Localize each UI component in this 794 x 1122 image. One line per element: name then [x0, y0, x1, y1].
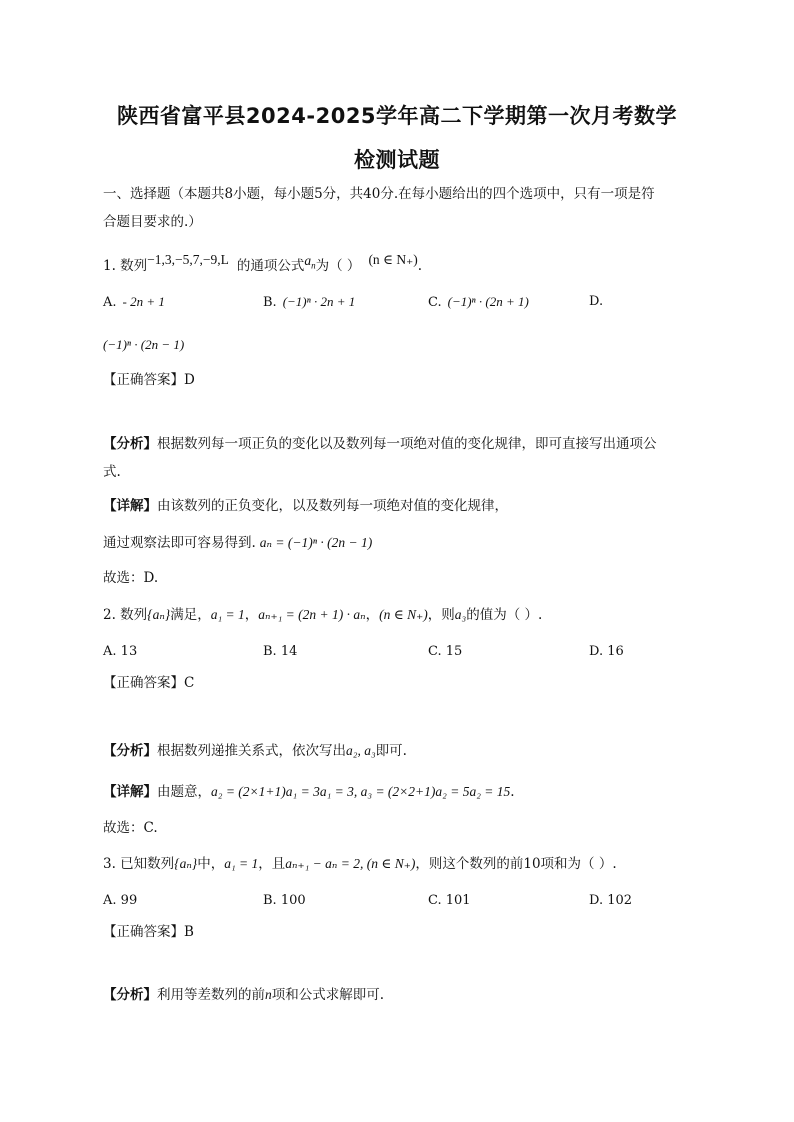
q1-stem: 1. 数列−1,3,−5,7,−9,L 的通项公式$a_n$为（ ） (n ∈ N₊). [103, 252, 423, 274]
q2-option-b: B. 14 [263, 644, 298, 659]
q2-cond3: (n ∈ N₊) [379, 607, 428, 622]
q2-option-a: A. 13 [103, 644, 138, 659]
q1-condition: (n ∈ N₊) [368, 252, 418, 267]
section-instructions-line2: 合题目要求的.） [103, 214, 202, 230]
q2-sequence: {aₙ} [147, 607, 171, 622]
q2-analysis: 【分析】根据数列递推关系式，依次写出a₂, a₃即可. [103, 743, 407, 759]
document-subtitle: 检测试题 [354, 148, 440, 172]
q2-option-c: C. 15 [428, 644, 463, 659]
q3-stem: 3. 已知数列{aₙ}中，a₁ = 1，且aₙ₊₁ − aₙ = 2, (n ∈ N₊)，则这个数列的前10项和为（ ）. [103, 856, 617, 872]
section-instructions-line1: 一、选择题（本题共8小题，每小题5分，共40分.在每小题给出的四个选项中，只有一项是符 [103, 186, 655, 202]
q1-text-mid: 的通项公式 [236, 258, 305, 274]
q1-analysis: 【分析】根据数列每一项正负的变化以及数列每一项绝对值的变化规律，即可直接写出通项公 [103, 436, 657, 452]
q1-detail: 【详解】由该数列的正负变化，以及数列每一项绝对值的变化规律， [103, 498, 508, 514]
q3-option-b: B. 100 [263, 893, 306, 908]
q3-option-c: C. 101 [428, 893, 471, 908]
q1-analysis-cont: 式. [103, 464, 121, 480]
q1-option-d-label: D. [589, 294, 604, 309]
q1-prefix: 1. 数列 [103, 258, 148, 274]
q1-choice: 故选：D. [103, 570, 159, 586]
q1-option-b: B. (−1)ⁿ · 2n + 1 [263, 294, 356, 310]
q2-cond2: aₙ₊₁ = (2n + 1) · aₙ [258, 607, 366, 622]
q2-answer: 【正确答案】C [103, 675, 195, 691]
q3-option-d: D. 102 [589, 893, 633, 908]
q1-text-end: 为（ ） [315, 258, 361, 274]
q3-cond1: a₁ = 1 [224, 856, 259, 871]
q2-choice: 故选：C. [103, 820, 158, 836]
q2-cond1: a₁ = 1 [210, 607, 245, 622]
q3-analysis: 【分析】利用等差数列的前n项和公式求解即可. [103, 987, 385, 1003]
q2-detail: 【详解】由题意，a₂ = (2×1+1)a₁ = 3a₁ = 3, a₃ = (2×2+1)a₂ = 5a₂ = 15. [103, 784, 515, 800]
q1-answer: 【正确答案】D [103, 372, 195, 388]
q1-option-c: C. (−1)ⁿ · (2n + 1) [428, 294, 529, 310]
q1-detail-formula: 通过观察法即可容易得到. aₙ = (−1)ⁿ · (2n − 1) [103, 535, 373, 551]
q1-sequence: −1,3,−5,7,−9,L [147, 252, 229, 267]
q1-an: $a_n$ [304, 253, 316, 271]
q2-target: a₃ [454, 607, 467, 622]
q3-answer: 【正确答案】B [103, 924, 194, 940]
q3-sequence: {aₙ} [174, 856, 198, 871]
document-title: 陕西省富平县2024-2025学年高二下学期第一次月考数学 [116, 104, 678, 128]
q3-cond2: aₙ₊₁ − aₙ = 2, (n ∈ N₊) [285, 856, 416, 871]
q2-stem: 2. 数列{aₙ}满足，a₁ = 1，aₙ₊₁ = (2n + 1) · aₙ，(n ∈ N₊)，则a₃的值为（ ）. [103, 607, 543, 623]
q1-option-a: A. - 2n + 1 [103, 294, 165, 310]
q1-option-d-expr: (−1)ⁿ · (2n − 1) [103, 337, 185, 352]
q3-option-a: A. 99 [103, 893, 138, 908]
q2-option-d: D. 16 [589, 644, 624, 659]
